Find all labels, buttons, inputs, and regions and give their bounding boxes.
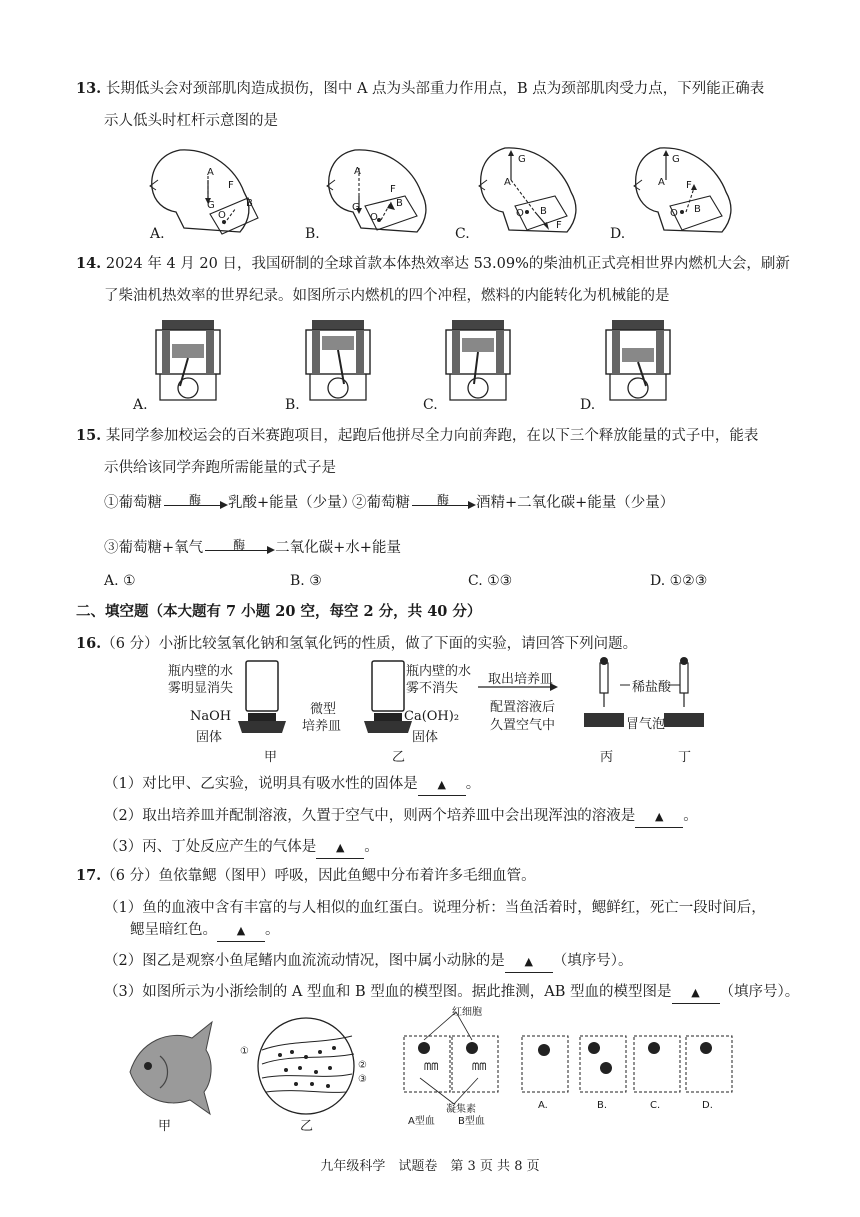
q17-sub1-line2: 鳃呈暗红色。 ▲ 。: [130, 920, 280, 942]
answer-blank[interactable]: ▲: [635, 807, 683, 828]
q14-option-c: C.: [423, 397, 438, 413]
fig-label: 凝集素: [446, 1104, 476, 1115]
fig-label: 微型: [310, 702, 337, 717]
fig-option: D.: [702, 1100, 713, 1111]
fig-label: B型血: [458, 1116, 485, 1127]
q13-option-a: A.: [150, 226, 165, 242]
q16-sub2: （2）取出培养皿并配制溶液，久置于空气中，则两个培养皿中会出现浑浊的溶液是 ▲ 。: [104, 806, 698, 828]
fig-step: 配置溶液后: [490, 700, 556, 715]
q15-equation-3: ③葡萄糖+氧气 酶 二氧化碳+水+能量: [104, 538, 401, 556]
q15-line2: 示供给该同学奔跑所需能量的式子是: [104, 460, 336, 476]
point-label: A: [354, 166, 361, 177]
engine-figure-d: [606, 320, 670, 400]
m-shape: ᗰᗰ: [424, 1062, 439, 1073]
m-shape: ᗰᗰ: [472, 1062, 487, 1073]
point-label: O: [670, 208, 678, 219]
fig-label: 乙: [300, 1119, 314, 1134]
fig-label: Ca(OH)₂: [404, 709, 460, 724]
q15-option-d: D. ①②③: [650, 573, 708, 589]
answer-blank[interactable]: ▲: [316, 838, 364, 859]
q17-sub2: （2）图乙是观察小鱼尾鳍内血流流动情况，图中属小动脉的是 ▲ （填序号）。: [104, 951, 632, 973]
point-label: F: [228, 180, 234, 191]
q15-line1: 15. 某同学参加校运会的百米赛跑项目，起跑后他拼尽全力向前奔跑，在以下三个释放能量的式子中，能表: [76, 427, 759, 444]
fig-label: 甲: [158, 1119, 172, 1134]
q15-option-c: C. ①③: [468, 573, 513, 589]
q14-option-d: D.: [580, 397, 596, 413]
fig-note: 雾明显消失: [168, 681, 234, 696]
q14-option-b: B.: [285, 397, 300, 413]
point-label: A: [504, 177, 511, 188]
head-figure-d: [630, 140, 760, 240]
point-label: F: [686, 180, 692, 191]
fig-step: 久置空气中: [490, 718, 556, 733]
head-figure-a: [150, 150, 258, 234]
point-label: O: [218, 210, 226, 221]
right-arrow-icon: 酶: [410, 493, 476, 513]
fig-label: ③: [358, 1074, 367, 1085]
point-label: A: [658, 177, 665, 188]
fig-label: 红细胞: [452, 1007, 482, 1018]
question-number: 13.: [76, 80, 102, 97]
point-label: B: [540, 206, 547, 217]
q15-equation-2: ②葡萄糖 酶 酒精+二氧化碳+能量（少量）: [352, 493, 675, 511]
q13-line1: 13. 长期低头会对颈部肌肉造成损伤，图中 A 点为头部重力作用点，B 点为颈部肌肉受力点，下列能正确表: [76, 80, 765, 97]
fig-note: 雾不消失: [406, 681, 459, 696]
fig-option: A.: [538, 1100, 548, 1111]
fig-label: ②: [358, 1060, 367, 1071]
q14-option-a: A.: [133, 397, 148, 413]
answer-blank[interactable]: ▲: [217, 921, 265, 942]
q17-intro: 17.（6 分）鱼依靠鳃（图甲）呼吸，因此鱼鳃中分布着许多毛细血管。: [76, 867, 536, 884]
fig-note: 瓶内壁的水: [406, 664, 472, 679]
fig-label: 培养皿: [302, 719, 342, 734]
section-title: 二、填空题（本大题有 7 小题 20 空，每空 2 分，共 40 分）: [76, 603, 482, 620]
q14-engine-figures: [150, 314, 750, 408]
question-number: 16.: [76, 635, 102, 652]
fig-option: B.: [597, 1100, 608, 1111]
q13-line2: 示人低头时杠杆示意图的是: [104, 113, 278, 129]
fig-label: 甲: [264, 750, 278, 765]
q13-option-d: D.: [610, 226, 626, 242]
q16-sub3: （3）丙、丁处反应产生的气体是 ▲ 。: [104, 837, 379, 859]
q15-option-b: B. ③: [290, 573, 322, 589]
point-label: G: [352, 202, 360, 213]
point-label: O: [370, 212, 378, 223]
right-arrow-icon: 酶: [162, 493, 228, 513]
q14-line2: 了柴油机热效率的世界纪录。如图所示内燃机的四个冲程，燃料的内能转化为机械能的是: [104, 288, 670, 304]
right-arrow-icon: 酶: [203, 538, 275, 558]
point-label: B: [246, 198, 253, 209]
point-label: G: [518, 154, 526, 165]
answer-blank[interactable]: ▲: [418, 775, 466, 796]
engine-figure-a: [156, 320, 220, 400]
question-number: 15.: [76, 427, 102, 444]
page-footer: 九年级科学 试题卷 第 3 页 共 8 页: [320, 1159, 540, 1174]
point-label: A: [207, 167, 214, 178]
q17-sub3: （3）如图所示为小浙绘制的 A 型血和 B 型血的模型图。据此推测，AB 型血的模型图是 ▲ （填序号）。: [104, 982, 799, 1004]
fish-figure: [130, 1022, 212, 1114]
point-label: B: [396, 198, 403, 209]
q17-sub1-line1: （1）鱼的血液中含有丰富的与人相似的血红蛋白。说理分析：当鱼活着时，鳃鲜红，死亡一段时间后，: [104, 900, 766, 916]
fig-label: 稀盐酸: [632, 680, 672, 695]
question-number: 17.: [76, 867, 102, 884]
q16-intro: 16.（6 分）小浙比较氢氧化钠和氢氧化钙的性质，做了下面的实验，请回答下列问题。: [76, 635, 638, 652]
fig-note: 瓶内壁的水: [168, 664, 234, 679]
q15-equation-1: ①葡萄糖 酶 乳酸+能量（少量）: [104, 493, 357, 511]
q15-option-a: A. ①: [104, 573, 136, 589]
q13-option-b: B.: [305, 226, 320, 242]
q14-line1: 14. 2024 年 4 月 20 日，我国研制的全球首款本体热效率达 53.09%的柴油机正式亮相世界内燃机大会，刷新: [76, 255, 790, 272]
fig-label: 丙: [600, 750, 614, 765]
fig-label: 固体: [196, 730, 223, 745]
q13-option-c: C.: [455, 226, 470, 242]
point-label: G: [207, 200, 215, 211]
q16-sub1: （1）对比甲、乙实验，说明具有吸水性的固体是 ▲ 。: [104, 774, 480, 796]
point-label: O: [516, 208, 524, 219]
fig-label: 冒气泡: [626, 717, 666, 732]
fig-label: NaOH: [190, 709, 232, 724]
fig-label: 固体: [412, 730, 439, 745]
point-label: F: [390, 184, 396, 195]
fig-label: A型血: [408, 1116, 435, 1127]
point-label: G: [672, 154, 680, 165]
answer-blank[interactable]: ▲: [672, 983, 720, 1004]
point-label: B: [694, 204, 701, 215]
fig-option: C.: [650, 1100, 661, 1111]
fig-label: ①: [240, 1046, 249, 1057]
head-figure-c: [475, 140, 605, 240]
answer-blank[interactable]: ▲: [505, 952, 553, 973]
engine-figure-c: [446, 320, 510, 400]
fig-label: 乙: [392, 750, 406, 765]
fig-label: 丁: [678, 750, 692, 765]
question-number: 14.: [76, 255, 102, 272]
fig-step: 取出培养皿: [488, 672, 554, 687]
engine-figure-b: [306, 320, 370, 400]
point-label: F: [556, 220, 562, 231]
capillary-view-figure: [258, 1018, 354, 1114]
